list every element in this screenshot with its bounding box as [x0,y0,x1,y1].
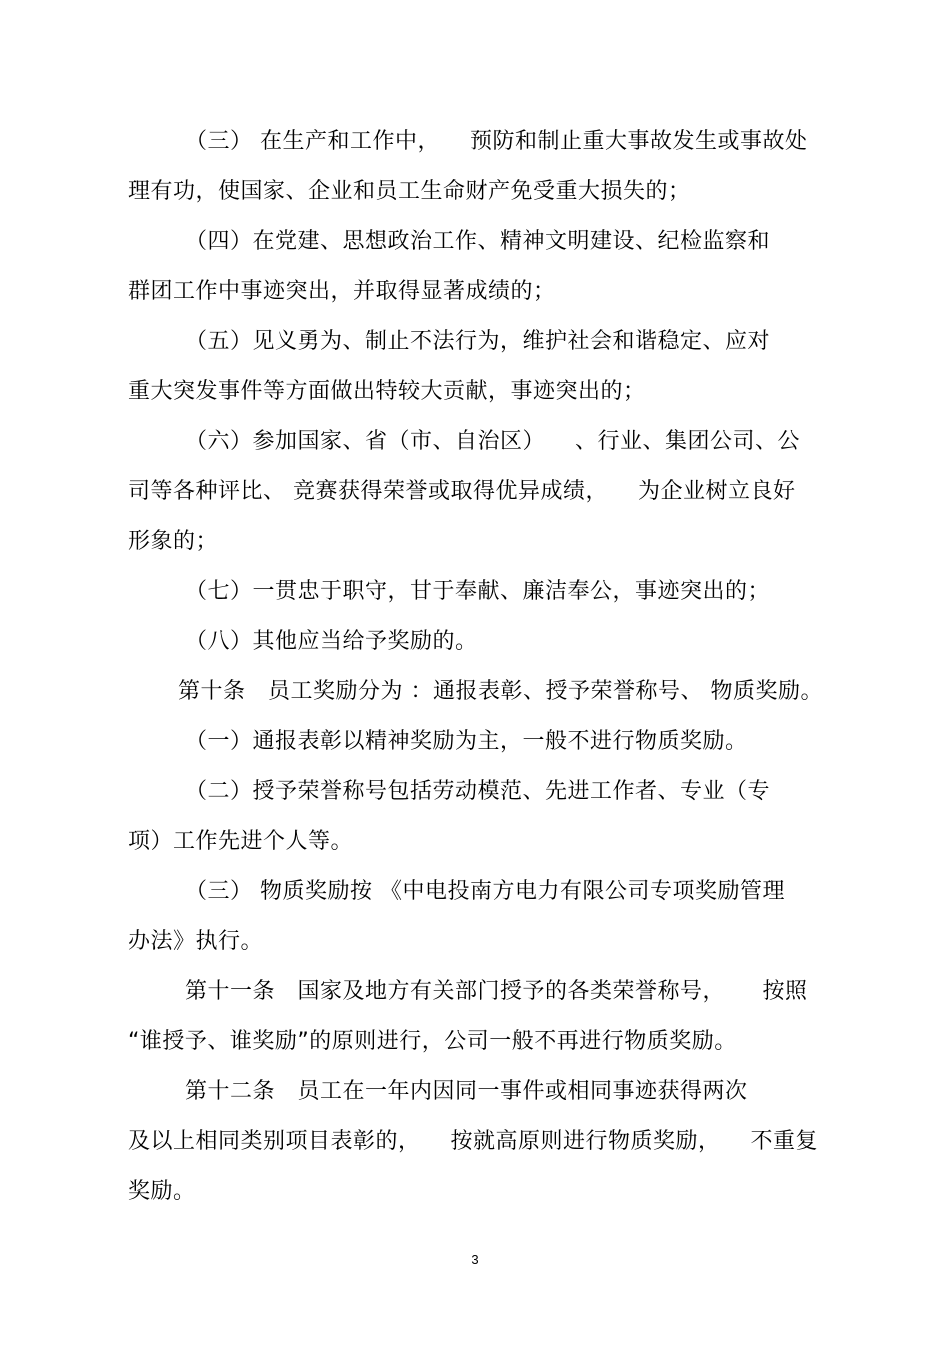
text-line: 司等各种评比、 竞赛获得荣誉或取得优异成绩， 为企业树立良好 [128,479,796,504]
text-line: （四）在党建、思想政治工作、精神文明建设、纪检监察和 [185,229,771,254]
text-line: （六）参加国家、省（市、自治区） 、行业、集团公司、公 [185,429,800,454]
text-line: （三） 在生产和工作中， 预防和制止重大事故发生或事故处 [185,129,808,154]
text-line: 奖励。 [128,1179,196,1204]
text-line: 理有功，使国家、企业和员工生命财产免受重大损失的； [128,179,691,204]
text-line: 第十条 员工奖励分为 ：通报表彰、授予荣誉称号、 物质奖励。 [178,679,823,704]
text-line: （三） 物质奖励按 《中电投南方电力有限公司专项奖励管理 [185,879,785,904]
text-line: 及以上相同类别项目表彰的， 按就高原则进行物质奖励， 不重复 [128,1129,818,1154]
text-line: （一）通报表彰以精神奖励为主，一般不进行物质奖励。 [185,729,748,754]
text-line: “谁授予、谁奖励”的原则进行，公司一般不再进行物质奖励。 [128,1029,737,1054]
page-number: 3 [471,1252,479,1267]
text-line: （五）见义勇为、制止不法行为，维护社会和谐稳定、应对 [185,329,771,354]
text-line: 重大突发事件等方面做出特较大贡献，事迹突出的； [128,379,646,404]
text-line: 办法》执行。 [128,929,264,954]
text-line: （七）一贯忠于职守，甘于奉献、廉洁奉公，事迹突出的； [185,579,771,604]
text-line: 项）工作先进个人等。 [128,829,354,854]
text-line: 形象的； [128,529,219,554]
text-line: （二）授予荣誉称号包括劳动模范、先进工作者、专业（专 [185,779,771,804]
text-line: （八）其他应当给予奖励的。 [185,629,478,654]
text-line: 第十二条 员工在一年内因同一事件或相同事迹获得两次 [185,1079,748,1104]
text-line: 第十一条 国家及地方有关部门授予的各类荣誉称号， 按照 [185,979,808,1004]
text-line: 群团工作中事迹突出，并取得显著成绩的； [128,279,556,304]
